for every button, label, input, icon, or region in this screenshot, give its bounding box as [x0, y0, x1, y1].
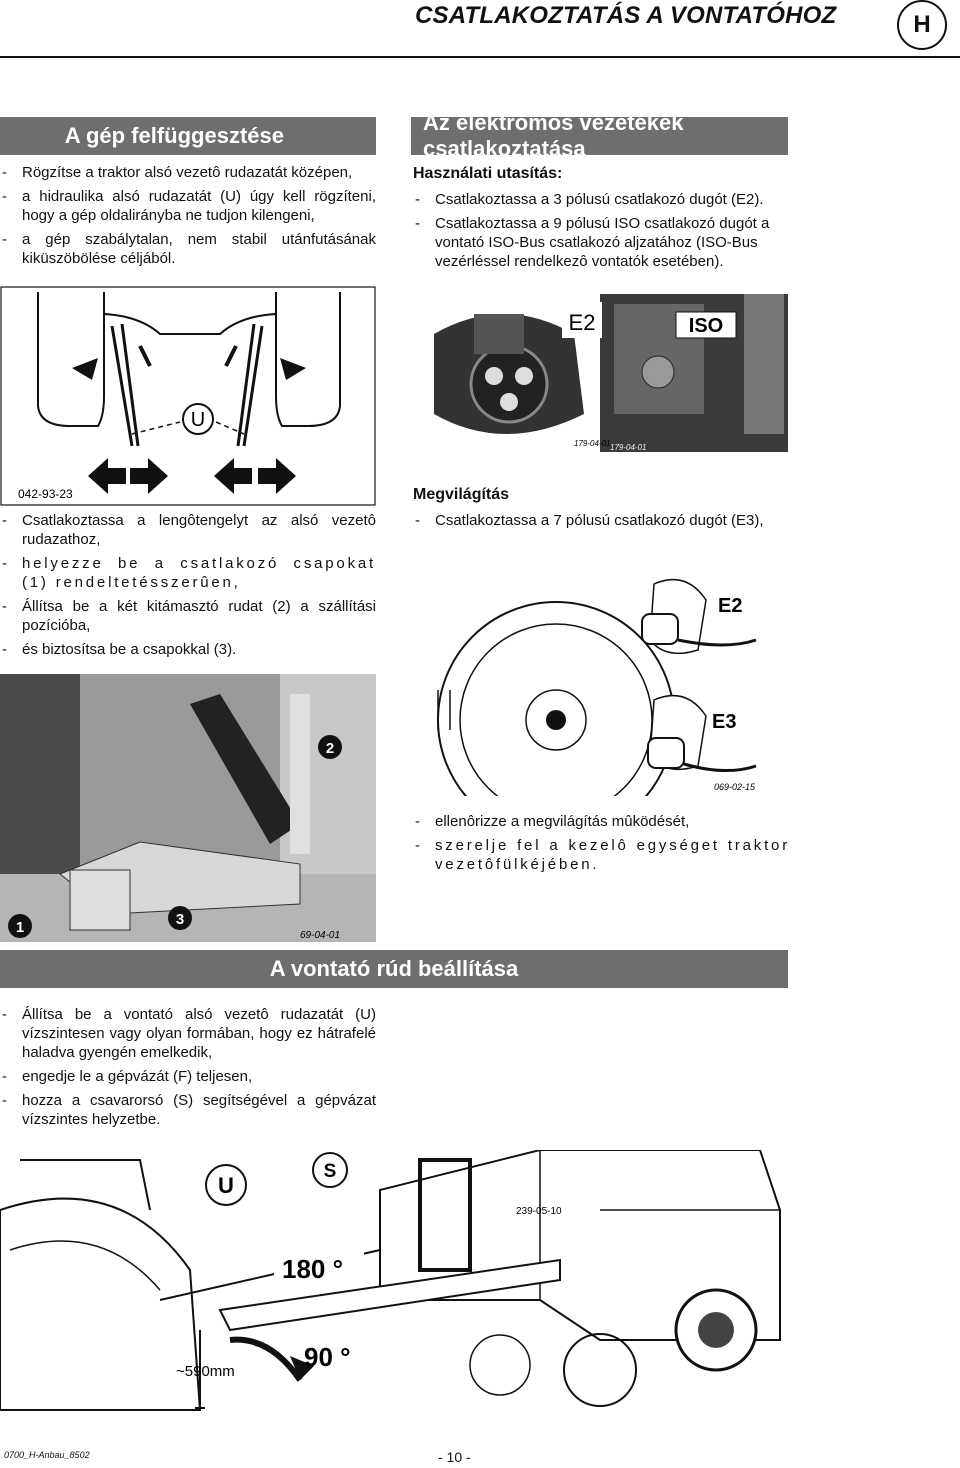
socket-photo [414, 294, 788, 452]
angle-label-180: 180 ° [282, 1254, 344, 1284]
photo-code: 69-04-01 [300, 930, 341, 941]
list-item: - és biztosítsa be a csapokkal (3). [0, 640, 376, 659]
hanging-steps [0, 511, 376, 664]
photo-label-3: 3 [175, 911, 185, 928]
distance-label: ~590mm [176, 1363, 235, 1380]
list-item: - Csatlakoztassa a lengôtengelyt az alsó vezetô rudazathoz, [0, 511, 376, 549]
lighting-instructions [413, 511, 790, 535]
lighting-subtitle: Megvilágítás [413, 486, 510, 503]
figure-label-e3: E3 [712, 711, 737, 733]
section-title-hanging: A gép felfüggesztése [0, 117, 376, 155]
page-header-title: CSATLAKOZTATÁS A VONTATÓHOZ [415, 2, 837, 29]
drawbar-adjustment-figure [0, 1150, 800, 1420]
hanging-instructions [0, 163, 376, 273]
list-item: - szerelje fel a kezelô egységet traktor vezetôfülkéjében. [413, 836, 790, 874]
list-item: - Csatlakoztassa a 3 pólusú csatlakozó dugót (E2). [413, 190, 790, 209]
list-item: - ellenôrizze a megvilágítás mûködését, [413, 812, 790, 831]
photo-label-iso: ISO [688, 315, 724, 337]
list-item: - engedje le a gépvázát (F) teljesen, [0, 1067, 376, 1086]
lighting-steps [413, 812, 790, 879]
photo-code: 179-04-01 [574, 439, 611, 448]
lower-link-figure [0, 286, 376, 506]
page-number: - 10 - [438, 1449, 471, 1465]
photo-label-2: 2 [325, 740, 335, 757]
list-item: - hozza a csavarorsó (S) segítségével a gépvázat vízszintes helyzetbe. [0, 1091, 376, 1129]
electric-instructions [413, 190, 790, 276]
list-item: - Csatlakoztassa a 7 pólusú csatlakozó dugót (E3), [413, 511, 790, 530]
figure-label-s: S [323, 1161, 337, 1182]
figure-label-e2: E2 [718, 595, 743, 617]
photo-code: 179-04-01 [610, 443, 647, 452]
figure-label-u: U [218, 1173, 234, 1198]
figure-label-u: U [190, 409, 206, 431]
list-item: - Állítsa be a két kitámasztó rudat (2) a szállítási pozícióba, [0, 597, 376, 635]
document-code: 0700_H-Anbau_8502 [4, 1450, 90, 1460]
list-item: - Csatlakoztassa a 9 pólusú ISO csatlakozó dugót a vontató ISO-Bus csatlakozó aljzatához (ISO-Bus vezérléssel rendelkezô vontatók esetében). [413, 214, 790, 271]
section-title-drawbar: A vontató rúd beállítása [0, 950, 788, 988]
lighting-figure [436, 570, 776, 796]
photo-label-1: 1 [15, 919, 25, 936]
section-title-electric: Az elektromos vezetékek csatlakoztatása [411, 117, 788, 155]
figure-code: 042-93-23 [18, 487, 73, 501]
usage-subtitle: Használati utasítás: [413, 165, 563, 182]
list-item: - helyezze be a csatlakozó csapokat (1) rendeltetésszerûen, [0, 554, 376, 592]
drawbar-instructions [0, 1005, 376, 1134]
list-item: - a hidraulika alsó rudazatát (U) úgy kell rögzíteni, hogy a gép oldalirányba ne tudjon kilengeni, [0, 187, 376, 225]
header-divider [0, 56, 960, 58]
list-item: - a gép szabálytalan, nem stabil utánfutásának kiküszöbölése céljából. [0, 230, 376, 268]
photo-label-e2: E2 [568, 310, 596, 335]
angle-label-90: 90 ° [304, 1342, 351, 1372]
figure-code: 239-05-10 [516, 1206, 562, 1217]
figure-code: 069-02-15 [714, 782, 756, 792]
language-badge: H [897, 0, 947, 50]
list-item: - Állítsa be a vontató alsó vezetô rudazatát (U) vízszintesen vagy olyan formában, hogy ez hátrafelé haladva gyengén emelkedik, [0, 1005, 376, 1062]
plug-e3-illustration [648, 696, 756, 771]
list-item: - Rögzítse a traktor alsó vezetô rudazatát középen, [0, 163, 376, 182]
drawbar-attachment-photo [0, 674, 376, 942]
